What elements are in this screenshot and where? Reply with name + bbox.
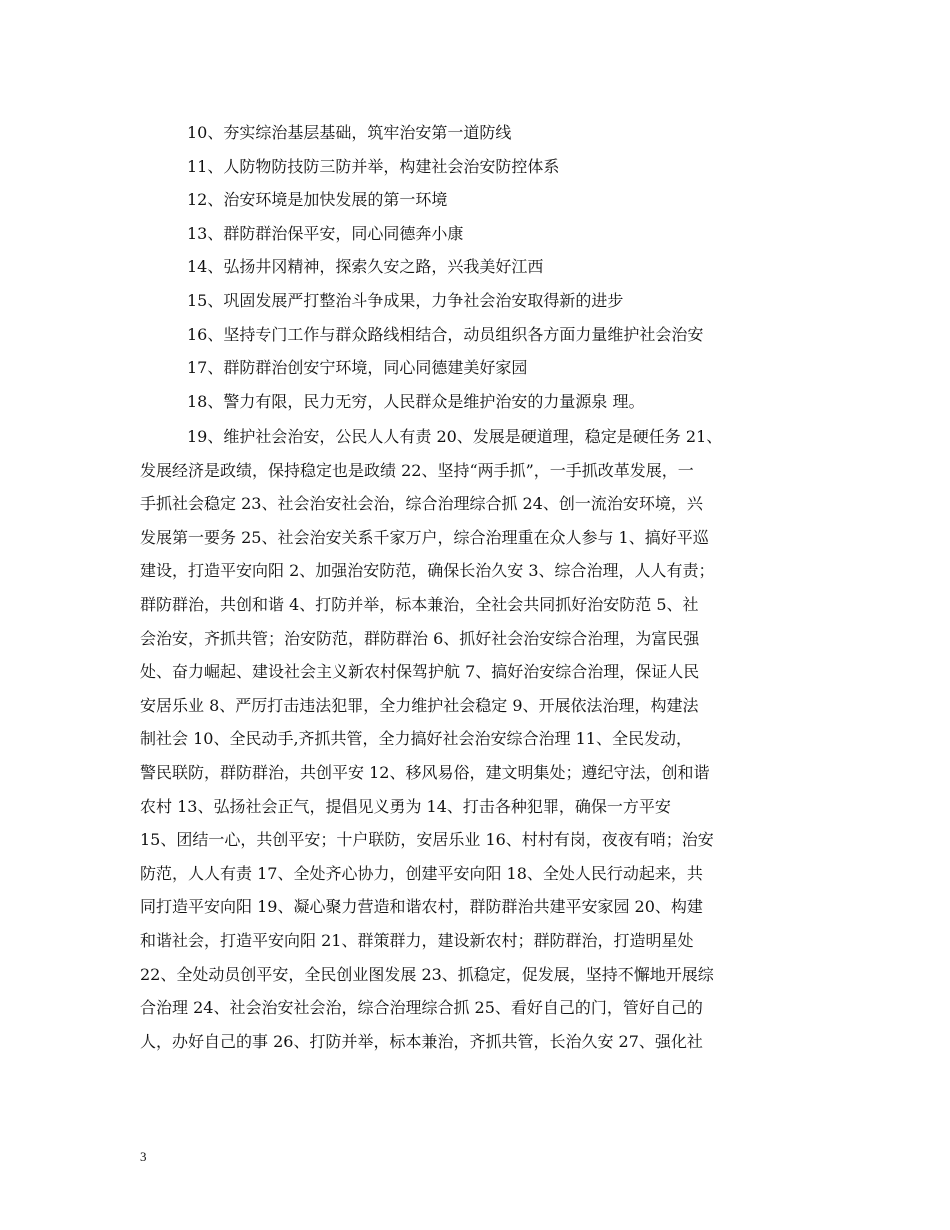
paragraph-line: 发展第一要务 25、社会治安关系千家万户，综合治理重在众人参与 1、搞好平巡: [140, 527, 709, 547]
list-item: 15、巩固发展严打整治斗争成果，力争社会治安取得新的进步: [187, 290, 624, 310]
paragraph-line: 手抓社会稳定 23、社会治安社会治，综合治理综合抓 24、创一流治安环境，兴: [140, 494, 703, 514]
paragraph-line: 22、全处动员创平安，全民创业图发展 23、抓稳定，促发展，坚持不懈地开展综: [140, 964, 714, 984]
body-paragraph: [140, 420, 815, 1058]
list-item: 17、群防群治创安宁环境，同心同德建美好家园: [187, 358, 528, 378]
paragraph-line: 同打造平安向阳 19、凝心聚力营造和谐农村，群防群治共建平安家园 20、构建: [140, 897, 703, 917]
paragraph-line: 会治安，齐抓共管；治安防范，群防群治 6、抓好社会治安综合治理，为富民强: [140, 628, 700, 648]
paragraph-line: 处、奋力崛起、建设社会主义新农村保驾护航 7、搞好治安综合治理，保证人民: [140, 662, 700, 682]
paragraph-line: 发展经济是政绩，保持稳定也是政绩 22、坚持“两手抓”，一手抓改革发展，一: [140, 460, 694, 480]
page-number: 3: [140, 1149, 147, 1164]
list-item: 12、治安环境是加快发展的第一环境: [187, 190, 448, 210]
paragraph-line: 15、团结一心，共创平安；十户联防，安居乐业 16、村村有岗，夜夜有哨；治安: [140, 830, 714, 850]
list-item: 11、人防物防技防三防并举，构建社会治安防控体系: [187, 156, 560, 176]
paragraph-line: 和谐社会，打造平安向阳 21、群策群力，建设新农村；群防群治，打造明星处: [140, 930, 694, 950]
paragraph-line: 农村 13、弘扬社会正气，提倡见义勇为 14、打击各种犯罪，确保一方平安: [140, 796, 671, 816]
paragraph-line: 人，办好自己的事 26、打防并举，标本兼治，齐抓共管，长治久安 27、强化社: [140, 1031, 703, 1051]
paragraph-line: 合治理 24、社会治安社会治，综合治理综合抓 25、看好自己的门，管好自己的: [140, 998, 703, 1018]
paragraph-line: 群防群治，共创和谐 4、打防并举，标本兼治，全社会共同抓好治安防范 5、社: [140, 594, 699, 614]
paragraph-line: 警民联防，群防群治，共创平安 12、移风易俗，建文明集处；遵纪守法，创和谐: [140, 762, 710, 782]
paragraph-line: 19、维护社会治安，公民人人有责 20、发展是硬道理，稳定是硬任务 21、: [187, 427, 723, 446]
numbered-slogan-list: [187, 116, 837, 418]
list-item: 14、弘扬井冈精神，探索久安之路，兴我美好江西: [187, 257, 544, 277]
list-item: 10、夯实综治基层基础，筑牢治安第一道防线: [187, 123, 512, 142]
list-item: 18、警力有限，民力无穷，人民群众是维护治安的力量源泉 理。: [187, 391, 645, 411]
paragraph-line: 建设，打造平安向阳 2、加强治安防范，确保长治久安 3、综合治理，人人有责；: [140, 561, 715, 581]
list-item: 13、群防群治保平安，同心同德奔小康: [187, 223, 464, 243]
paragraph-line: 安居乐业 8、严厉打击违法犯罪，全力维护社会稳定 9、开展依法治理，构建法: [140, 695, 699, 715]
paragraph-line: 防范，人人有责 17、全处齐心协力，创建平安向阳 18、全处人民行动起来，共: [140, 863, 703, 883]
paragraph-line: 制社会 10、全民动手,齐抓共管，全力搞好社会治安综合治理 11、全民发动，: [140, 729, 692, 749]
list-item: 16、坚持专门工作与群众路线相结合，动员组织各方面力量维护社会治安: [187, 324, 704, 344]
